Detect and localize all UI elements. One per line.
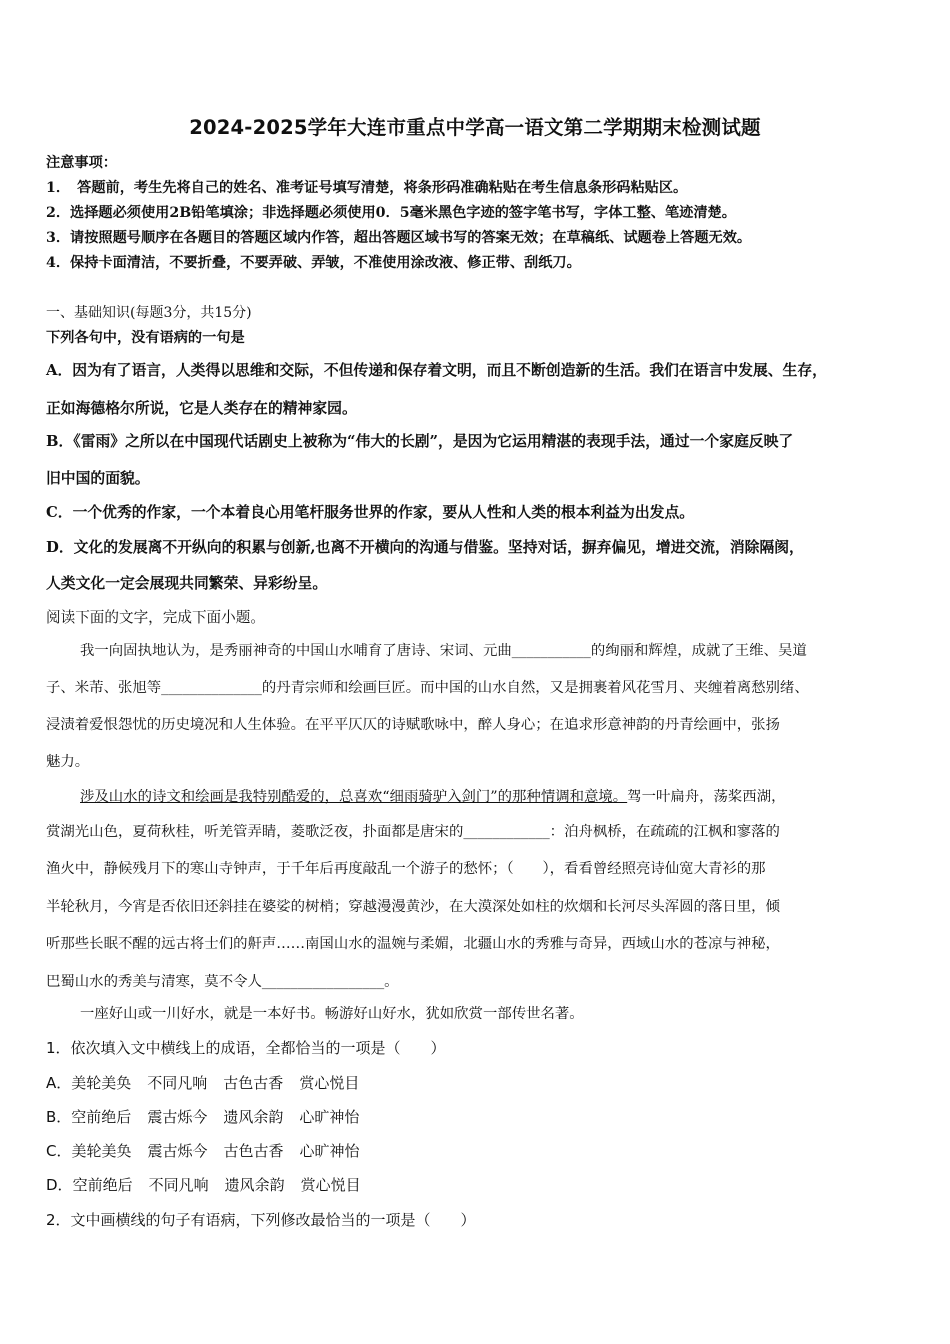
q1-option-d: D．空前绝后 不同凡响 遗风余韵 赏心悦目: [46, 1176, 361, 1194]
passage-line: 魅力。: [46, 754, 90, 770]
notice-item: 2．选择题必须使用2B铅笔填涂；非选择题必须使用0．5毫米黑色字迹的签字笔书写，字体工整、笔迹清楚。: [46, 205, 736, 221]
passage-line: 我一向固执地认为，是秀丽神奇的中国山水哺育了唐诗、宋词、元曲___________的绚丽和辉煌，成就了王维、吴道: [80, 643, 807, 659]
passage-line: 子、米芾、张旭等______________的丹青宗师和绘画巨匠。而中国的山水自然，又是拥裹着风花雪月、夹缠着离愁别绪、: [46, 680, 809, 696]
option-b-line2: 旧中国的面貌。: [46, 470, 150, 487]
notice-heading: 注意事项：: [46, 155, 117, 171]
question-2-stem: 2．文中画横线的句子有语病，下列修改最恰当的一项是（ ）: [46, 1211, 476, 1229]
passage-line: 一座好山或一川好水，就是一本好书。畅游好山好水，犹如欣赏一部传世名著。: [80, 1006, 584, 1022]
passage-line: 半轮秋月，今宵是否依旧还斜挂在婆娑的树梢；穿越漫漫黄沙，在大漠深处如柱的炊烟和长河尽头浑圆的落日里，倾: [46, 899, 780, 915]
notice-item: 1． 答题前，考生先将自己的姓名、准考证号填写清楚，将条形码准确粘贴在考生信息条形码粘贴区。: [46, 180, 688, 196]
passage-text: 驾一叶扁舟，荡桨西湖，: [627, 789, 786, 805]
notice-item: 3．请按照题号顺序在各题目的答题区域内作答，超出答题区域书写的答案无效；在草稿纸、试题卷上答题无效。: [46, 230, 752, 246]
option-a-line2: 正如海德格尔所说，它是人类存在的精神家园。: [46, 400, 357, 417]
passage-line: 赏湖光山色，夏荷秋桂，听羌管弄睛，菱歌泛夜，扑面都是唐宋的____________：泊舟枫桥，在疏疏的江枫和寥落的: [46, 824, 780, 840]
passage-line: 听那些长眠不醒的远古将士们的鼾声……南国山水的温婉与柔媚，北疆山水的秀雅与奇异，西域山水的苍凉与神秘，: [46, 936, 780, 952]
passage-line: 浸渍着爱恨怨忧的历史境况和人生体验。在平平仄仄的诗赋歌咏中，醉人身心；在追求形意神韵的丹青绘画中，张扬: [46, 717, 780, 733]
option-d-line1: D．文化的发展离不开纵向的积累与创新,也离不开横向的沟通与借鉴。坚持对话，摒弃偏见，增进交流，消除隔阂，: [46, 539, 804, 556]
underlined-sentence: 涉及山水的诗文和绘画是我特别酷爱的，总喜欢“细雨骑驴入剑门”的那种情调和意境。: [80, 789, 628, 805]
passage-line: [80, 785, 785, 806]
q1-option-a: A．美轮美奂 不同凡响 古色古香 赏心悦目: [46, 1074, 360, 1092]
question-stem: 下列各句中，没有语病的一句是: [46, 330, 245, 346]
option-a-line1: A．因为有了语言，人类得以思维和交际，不但传递和保存着文明，而且不断创造新的生活。我们在语言中发展、生存，: [46, 362, 827, 379]
q1-option-b: B．空前绝后 震古烁今 遗风余韵 心旷神怡: [46, 1108, 360, 1126]
passage-line: 巴蜀山水的秀美与清寒，莫不令人_________________。: [46, 974, 399, 990]
option-d-line2: 人类文化一定会展现共同繁荣、异彩纷呈。: [46, 575, 328, 592]
q1-option-c: C．美轮美奂 震古烁今 古色古香 心旷神怡: [46, 1142, 360, 1160]
notice-item: 4．保持卡面清洁，不要折叠，不要弄破、弄皱，不准使用涂改液、修正带、刮纸刀。: [46, 255, 581, 271]
option-c-line1: C．一个优秀的作家，一个本着良心用笔杆服务世界的作家，要从人性和人类的根本利益为出发点。: [46, 504, 695, 521]
reading-instruction: 阅读下面的文字，完成下面小题。: [46, 609, 265, 626]
passage-line: 渔火中，静候残月下的寒山寺钟声，于千年后再度敲乱一个游子的愁怀；（ ），看看曾经照亮诗仙宽大青衫的那: [46, 861, 766, 877]
page-title: 2024-2025学年大连市重点中学高一语文第二学期期末检测试题: [189, 116, 761, 139]
section-heading: 一、基础知识(每题3分，共15分): [46, 305, 252, 321]
option-b-line1: B．《雷雨》之所以在中国现代话剧史上被称为“伟大的长剧”，是因为它运用精湛的表现手法，通过一个家庭反映了: [46, 433, 794, 450]
question-1-stem: 1．依次填入文中横线上的成语，全都恰当的一项是（ ）: [46, 1039, 446, 1057]
